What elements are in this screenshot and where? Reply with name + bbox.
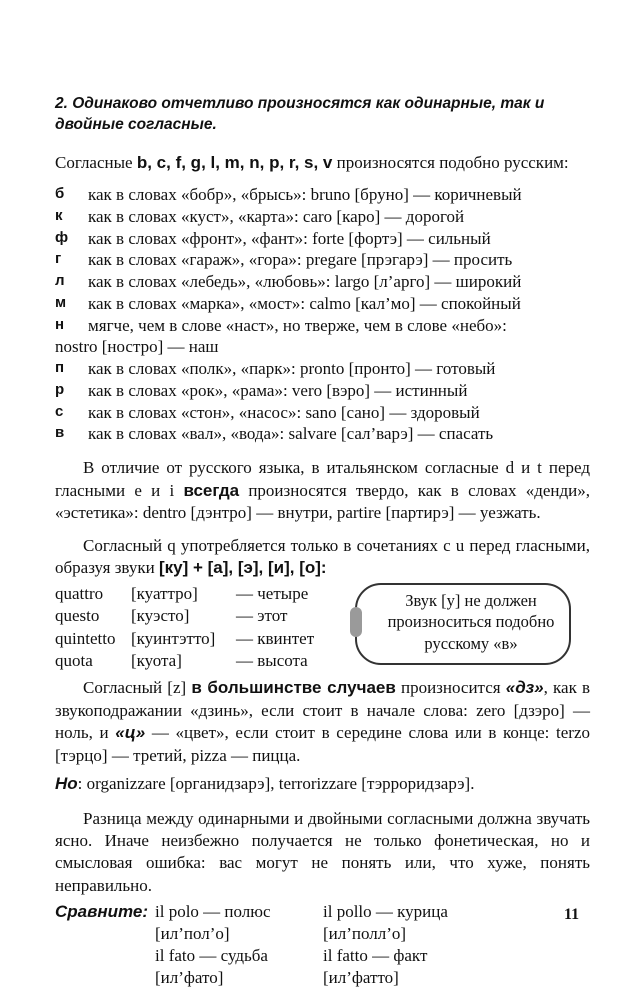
- consonant-letter: р: [55, 380, 65, 398]
- consonant-letter: с: [55, 402, 64, 420]
- italian-word: quintetto: [55, 628, 116, 648]
- paragraph-text: В отличие от русского языка, в итальянском согласные d и t перед гласными e и i: [55, 458, 590, 500]
- page-number: 11: [564, 906, 580, 923]
- table-row: [55, 228, 522, 250]
- table-row: [55, 315, 522, 337]
- consonant-example: как в словах «рок», «рама»: vero [вэро] — истинный: [88, 380, 468, 400]
- table-row: [55, 249, 522, 271]
- translation: — четыре: [236, 584, 309, 604]
- note-text: : organizzare [органидзарэ], terrorizzare [тэрроридзарэ].: [77, 774, 475, 794]
- consonant-example: как в словах «марка», «мост»: calmo [кал’мо] — спокойный: [88, 293, 521, 313]
- table-row: [55, 605, 314, 627]
- translation: — высота: [236, 650, 308, 670]
- emphasis-ts: «ц»: [115, 723, 146, 743]
- callout-box: [355, 583, 571, 665]
- consonant-letter: ф: [55, 228, 69, 246]
- consonant-letter: в: [55, 424, 65, 442]
- italian-word: quota: [55, 650, 93, 670]
- paragraph-text: , как в звукоподражании «дзинь», если стоит в начале слова: zero [дзэро] — ноль, и: [55, 678, 591, 743]
- table-row: [55, 423, 522, 445]
- q-examples: [55, 583, 590, 670]
- paragraph-z: [55, 677, 590, 767]
- consonant-example: как в словах «стон», «насос»: sano [сано] — здоровый: [88, 402, 480, 422]
- table-row: [55, 293, 522, 315]
- callout-text: Звук [у] не должен произноситься подобно русскому «в»: [387, 591, 555, 653]
- consonant-table: [55, 184, 522, 445]
- emphasis-dz: «дз»: [505, 678, 544, 698]
- transcription: [куэсто]: [131, 606, 190, 626]
- consonant-example: как в словах «лебедь», «любовь»: largo [л’арго] — широкий: [88, 272, 522, 292]
- paragraph-text: Согласный [z]: [83, 678, 192, 698]
- paragraph-double: Разница между одинарными и двойными согласными должна звучать ясно. Иначе неизбежно получается не только фонетическая, но и смысловая ошибка: вас могут не понять или, что хуже, понять неправильно.: [55, 808, 590, 895]
- consonant-example: как в словах «полк», «парк»: pronto [пронто] — готовый: [88, 359, 496, 379]
- intro-paragraph: [55, 152, 590, 174]
- page-content: [55, 93, 591, 988]
- intro-post: произносятся подобно русским:: [332, 152, 569, 172]
- paragraph-text: Согласный q употребляется только в сочетаниях с u перед гласными, образуя звуки: [55, 535, 590, 577]
- paragraph-text: произносится: [395, 678, 506, 698]
- compare-transcription: [ил’фатто]: [323, 968, 399, 988]
- table-row: [55, 206, 522, 228]
- consonant-example: как в словах «куст», «карта»: caro [каро] — дорогой: [88, 206, 465, 226]
- translation: — квинтет: [236, 628, 315, 648]
- compare-word: il fato — судьба: [155, 946, 268, 966]
- compare-word: il polo — полюс: [155, 902, 271, 922]
- paragraph-q: [55, 535, 590, 580]
- compare-item: [323, 945, 427, 989]
- consonant-letter: г: [55, 250, 62, 268]
- consonant-example-line1: мягче, чем в слове «наст», но тверже, чем в слове «небо»:: [88, 315, 507, 335]
- italian-word: questo: [55, 606, 100, 626]
- intro-letters: b, c, f, g, l, m, n, p, r, s, v: [136, 152, 333, 172]
- consonant-letter: м: [55, 293, 67, 311]
- compare-transcription: [ил’фато]: [155, 968, 224, 988]
- transcription: [куаттро]: [131, 584, 198, 604]
- note-label: Но: [55, 774, 78, 794]
- emphasis-always: всегда: [183, 480, 240, 500]
- section-heading: 2. Одинаково отчетливо произносятся как одинарные, так и двойные согласные.: [55, 95, 545, 134]
- transcription: [куинтэтто]: [131, 628, 216, 648]
- compare-transcription: [ил’полл’о]: [323, 924, 407, 944]
- consonant-example: как в словах «бобр», «брысь»: bruno [бруно] — коричневый: [88, 185, 522, 205]
- table-row: [55, 271, 522, 293]
- consonant-letter: п: [55, 359, 65, 377]
- consonant-example: [88, 315, 522, 337]
- compare-word: il fatto — факт: [323, 946, 428, 966]
- table-row: [55, 402, 522, 424]
- emphasis-most-cases: в большинстве случаев: [191, 678, 396, 698]
- compare-item: [155, 901, 271, 945]
- compare-transcription: [ил’пол’о]: [155, 924, 230, 944]
- note-paragraph: [55, 773, 590, 795]
- table-row: [55, 380, 522, 402]
- compare-label: Сравните:: [55, 902, 149, 922]
- consonant-example: как в словах «фронт», «фант»: forte [фортэ] — сильный: [88, 228, 491, 248]
- compare-item: [155, 945, 268, 989]
- table-row: [55, 583, 314, 605]
- table-row: [55, 336, 522, 358]
- q-sounds: [ку] + [а], [э], [и], [о]:: [158, 557, 327, 577]
- compare-block: [55, 901, 590, 988]
- table-row: [55, 650, 314, 672]
- consonant-example: как в словах «гараж», «гора»: pregare [прэгарэ] — просить: [88, 250, 513, 270]
- consonant-letter: б: [55, 185, 65, 203]
- compare-item: [323, 901, 448, 945]
- paragraph-text: произносятся твердо, как в словах «денди», «эстетика»: dentro [дэнтро] — внутри, partire [партирэ] — уезжать.: [55, 480, 590, 523]
- translation: — этот: [236, 606, 288, 626]
- q-words-table: [55, 583, 314, 671]
- table-row: [55, 628, 314, 650]
- table-row: [55, 184, 522, 206]
- consonant-example: как в словах «вал», «вода»: salvare [сал’варэ] — спасать: [88, 424, 494, 444]
- callout-tab-icon: [350, 607, 362, 637]
- transcription: [куота]: [131, 650, 182, 670]
- compare-word: il pollo — курица: [323, 902, 448, 922]
- consonant-letter: к: [55, 206, 63, 224]
- table-row: [55, 358, 522, 380]
- italian-word: quattro: [55, 584, 104, 604]
- paragraph-d-t: [55, 457, 590, 524]
- consonant-letter: н: [55, 315, 65, 333]
- consonant-example-line2: nostro [ностро] — наш: [55, 337, 219, 357]
- paragraph-text: — «цвет», если стоит в середине слова или в конце: terzo [тэрцо] — третий, pizza — пицца.: [55, 723, 590, 765]
- intro-pre: Согласные: [55, 152, 137, 172]
- consonant-letter: л: [55, 272, 65, 290]
